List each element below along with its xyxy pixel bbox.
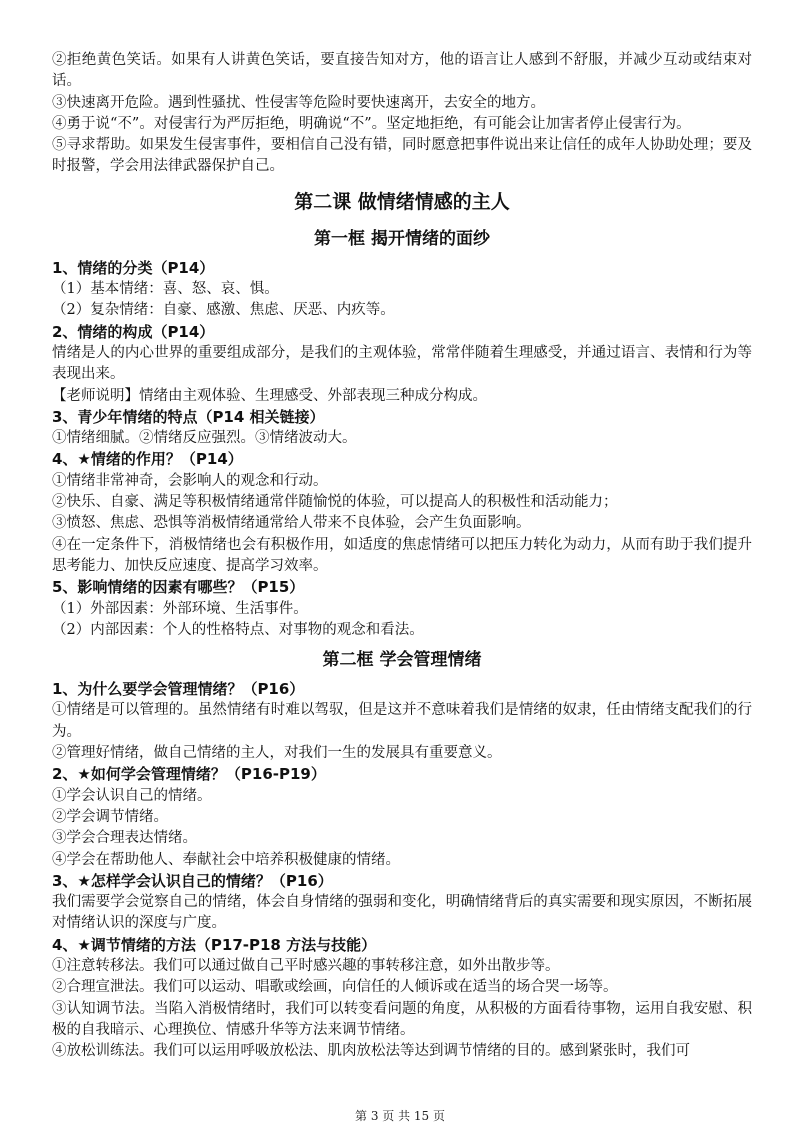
section-heading: 1、情绪的分类（P14） [52, 258, 215, 277]
list-item: ④学会在帮助他人、奉献社会中培养积极健康的情绪。 [52, 851, 400, 868]
frame2-title: 第二框 学会管理情绪 [322, 650, 482, 671]
list-item: ③愤怒、焦虑、恐惧等消极情绪通常给人带来不良体验，会产生负面影响。 [52, 515, 531, 532]
section-heading: 4、★情绪的作用？（P14） [52, 450, 243, 469]
list-item: （1）基本情绪：喜、怒、哀、惧。 [52, 281, 279, 298]
section-heading: 3、青少年情绪的特点（P14 相关链接） [52, 407, 325, 426]
lesson-title: 第二课 做情绪情感的主人 [294, 190, 510, 213]
list-item: ①情绪是可以管理的。虽然情绪有时难以驾驭，但是这并不意味着我们是情绪的奴隶，任由情绪支配我们的行为。 [52, 702, 752, 740]
list-item: 我们需要学会觉察自己的情绪，体会自身情绪的强弱和变化，明确情绪背后的真实需要和现实原因，不断拓展对情绪认识的深度与广度。 [52, 894, 752, 932]
document-page [52, 50, 752, 1062]
section-heading: 5、影响情绪的因素有哪些？（P15） [52, 578, 305, 597]
frame2-body [52, 679, 752, 1062]
list-item: ③认知调节法。当陷入消极情绪时，我们可以转变看问题的角度，从积极的方面看待事物，运用自我安慰、积极的自我暗示、心理换位、情感升华等方法来调节情绪。 [52, 1000, 752, 1038]
list-item: ④勇于说“不”。对侵害行为严厉拒绝，明确说“不”。坚定地拒绝，有可能会让加害者停止侵害行为。 [52, 115, 691, 132]
page-footer: 第 3 页 共 15 页 [355, 1109, 445, 1123]
top-items [52, 50, 752, 178]
list-item: ①学会认识自己的情绪。 [52, 787, 212, 804]
list-item: ③学会合理表达情绪。 [52, 830, 197, 847]
list-item: ②管理好情绪，做自己情绪的主人，对我们一生的发展具有重要意义。 [52, 745, 502, 762]
section-heading: 4、★调节情绪的方法（P17-P18 方法与技能） [52, 935, 377, 954]
list-item: ④在一定条件下，消极情绪也会有积极作用，如适度的焦虑情绪可以把压力转化为动力，从而有助于我们提升思考能力、加快反应速度、提高学习效率。 [52, 536, 752, 574]
list-item: ②拒绝黄色笑话。如果有人讲黄色笑话，要直接告知对方，他的语言让人感到不舒服，并减少互动或结束对话。 [52, 52, 752, 90]
list-item: （2）内部因素：个人的性格特点、对事物的观念和看法。 [52, 621, 424, 638]
teacher-note: 【老师说明】情绪由主观体验、生理感受、外部表现三种成分构成。 [52, 387, 487, 404]
list-item: ①情绪非常神奇，会影响人的观念和行动。 [52, 472, 328, 489]
frame1-title: 第一框 揭开情绪的面纱 [314, 228, 490, 249]
list-item: ②合理宣泄法。我们可以运动、唱歌或绘画，向信任的人倾诉或在适当的场合哭一场等。 [52, 979, 618, 996]
list-item: ③快速离开危险。遇到性骚扰、性侵害等危险时要快速离开，去安全的地方。 [52, 94, 545, 111]
list-item: ⑤寻求帮助。如果发生侵害事件，要相信自己没有错，同时愿意把事件说出来让信任的成年人协助处理；要及时报警，学会用法律武器保护自己。 [52, 137, 752, 175]
section-heading: 3、★怎样学会认识自己的情绪？（P16） [52, 871, 333, 890]
list-item: ②快乐、自豪、满足等积极情绪通常伴随愉悦的体验，可以提高人的积极性和活动能力； [52, 494, 618, 511]
list-item: （2）复杂情绪：自豪、感激、焦虑、厌恶、内疚等。 [52, 302, 395, 319]
list-item: ②学会调节情绪。 [52, 808, 168, 825]
list-item: 情绪是人的内心世界的重要组成部分，是我们的主观体验，常常伴随着生理感受，并通过语言、表情和行为等表现出来。 [52, 344, 752, 383]
section-heading: 2、★如何学会管理情绪？（P16-P19） [52, 765, 326, 784]
frame1-body [52, 258, 752, 641]
section-heading: 2、情绪的构成（P14） [52, 322, 215, 341]
list-item: ④放松训练法。我们可以运用呼吸放松法、肌肉放松法等达到调节情绪的目的。感到紧张时，我们可 [52, 1043, 690, 1060]
list-item: （1）外部因素：外部环境、生活事件。 [52, 600, 308, 617]
section-heading: 1、为什么要学会管理情绪？（P16） [52, 680, 305, 699]
list-item: ①情绪细腻。②情绪反应强烈。③情绪波动大。 [52, 430, 357, 447]
list-item: ①注意转移法。我们可以通过做自己平时感兴趣的事转移注意，如外出散步等。 [52, 957, 560, 974]
